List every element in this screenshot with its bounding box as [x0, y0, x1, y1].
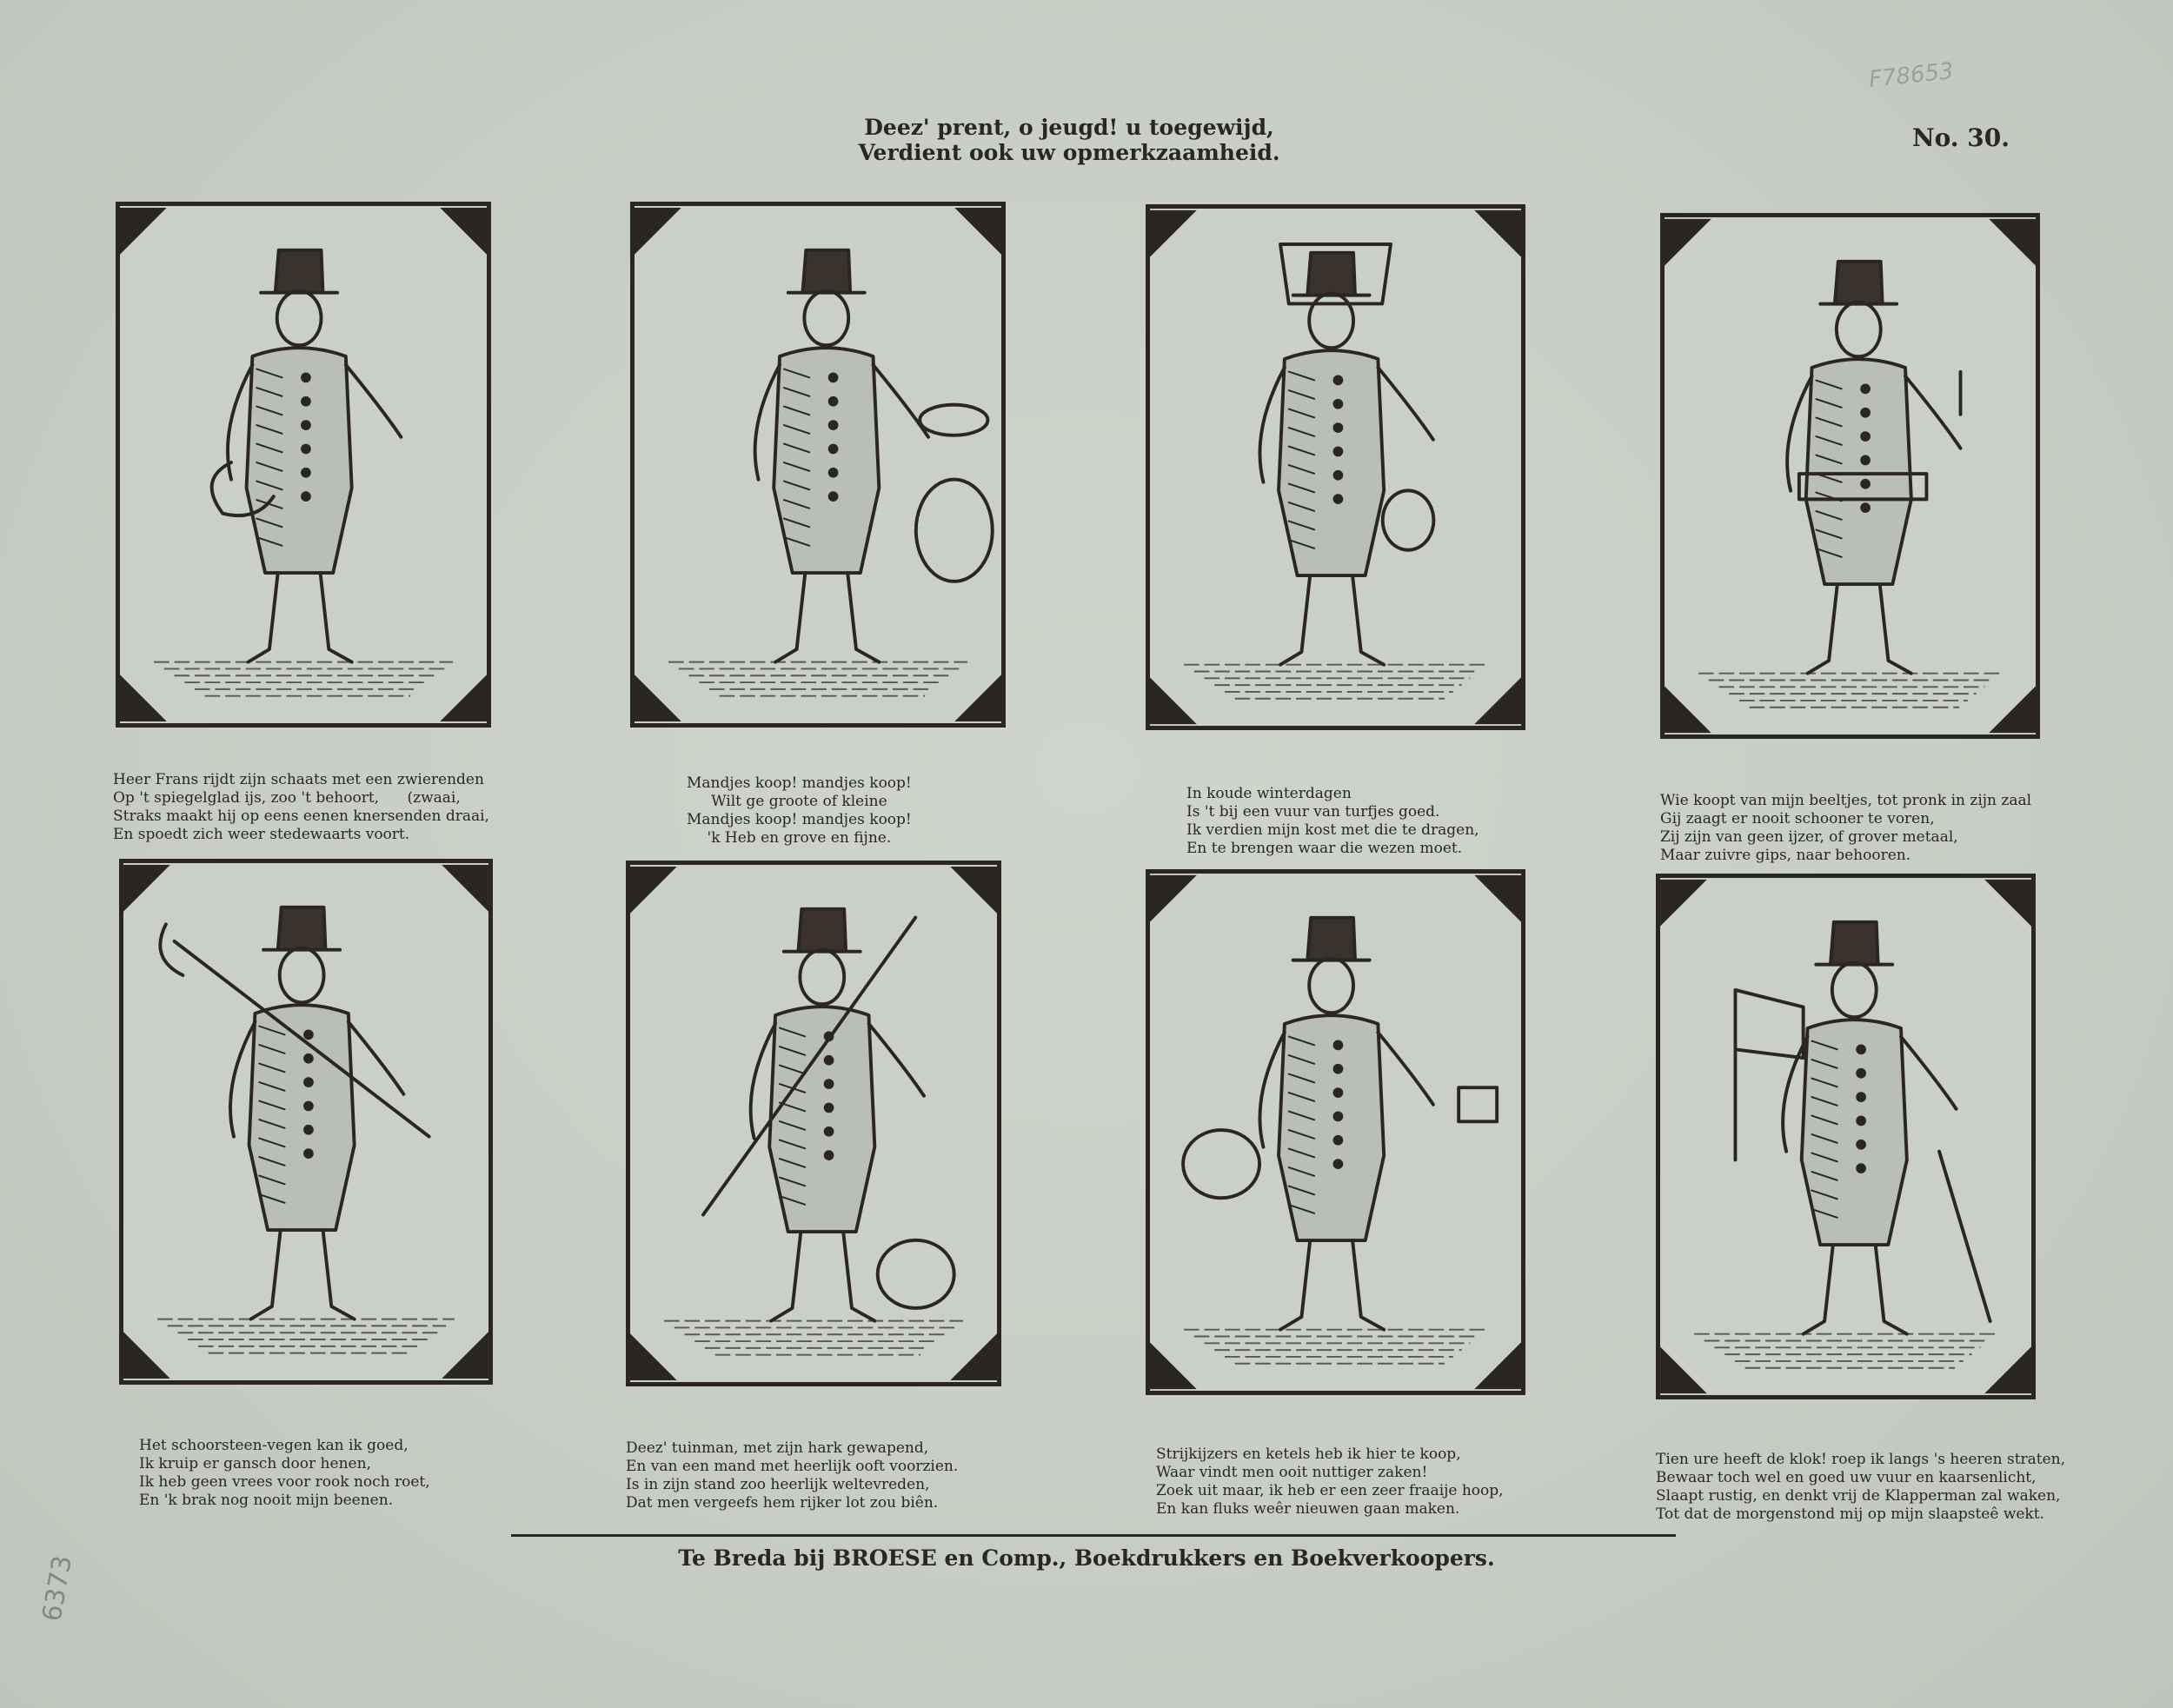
title-line-2: Verdient ook uw opmerkzaamheid.	[858, 140, 1280, 165]
caption-line: En van een mand met heerlijk ooft voorzien.	[626, 1458, 959, 1475]
trade-prop-icon	[916, 405, 993, 582]
head	[280, 948, 324, 1003]
hat-icon	[1293, 253, 1370, 296]
button-detail	[1862, 433, 1869, 440]
figure-group	[1259, 244, 1433, 665]
button-detail	[1862, 409, 1869, 416]
caption-line: Strijkijzers en ketels heb ik hier te koop,	[1156, 1445, 1461, 1463]
corner-ornament	[1989, 219, 2036, 266]
button-detail	[830, 469, 837, 476]
legs	[1280, 1240, 1384, 1330]
caption-line: Heer Frans rijdt zijn schaats met een zwierenden	[113, 771, 484, 788]
right-arm	[1905, 376, 1961, 449]
right-arm	[346, 365, 401, 437]
corner-ornament	[440, 208, 487, 255]
hat-icon	[1816, 922, 1892, 965]
head	[800, 950, 844, 1005]
caption-line: Het schoorsteen-vegen kan ik goed,	[139, 1437, 409, 1454]
right-arm	[873, 365, 927, 437]
caption-line: Slaapt rustig, en denkt vrij de Klapperman zal waken,	[1656, 1487, 2061, 1505]
caption-line: En 'k brak nog nooit mijn beenen.	[139, 1492, 394, 1509]
head	[1837, 302, 1881, 357]
caption-line: Is in zijn stand zoo heerlijk weltevreden,	[626, 1476, 930, 1493]
button-detail	[305, 1031, 312, 1038]
caption-line: En kan fluks weêr nieuwen gaan maken.	[1156, 1500, 1460, 1518]
corner-ornament	[630, 1333, 677, 1380]
caption-line: Bewaar toch wel en goed uw vuur en kaarsenlicht,	[1656, 1469, 2037, 1486]
button-detail	[830, 493, 837, 500]
chimney-sweep-woodcut	[123, 863, 488, 1380]
print-number: No. 30.	[1912, 123, 2010, 152]
caption-line: Dat men vergeefs hem rijker lot zou biên.	[626, 1494, 939, 1512]
panel-night-watchman	[1656, 874, 2036, 1399]
legs	[775, 573, 879, 662]
printer-imprint: Te Breda bij BROESE en Comp., Boekdrukkers en Boekverkoopers.	[678, 1545, 1495, 1571]
corner-ornament	[440, 675, 487, 721]
hat-icon	[1293, 918, 1370, 960]
basket-seller-woodcut	[635, 206, 1001, 723]
button-detail	[302, 374, 309, 381]
gardener-woodcut	[630, 865, 997, 1382]
button-detail	[830, 422, 837, 429]
caption-chimney-sweep	[139, 1419, 430, 1528]
figure-group	[755, 250, 993, 662]
button-detail	[830, 374, 837, 381]
button-detail	[1857, 1165, 1864, 1172]
caption-line: En spoedt zich weer stedewaarts voort.	[113, 826, 410, 843]
caption-line: Maar zuivre gips, naar behooren.	[1660, 847, 1911, 864]
button-detail	[1335, 1089, 1342, 1096]
button-detail	[305, 1079, 312, 1086]
caption-line: Ik kruip er gansch door henen,	[139, 1455, 371, 1472]
legs	[1280, 575, 1384, 665]
button-detail	[1862, 481, 1869, 488]
right-arm	[868, 1024, 923, 1096]
corner-ornament	[950, 1333, 997, 1380]
hat-icon	[1820, 262, 1897, 304]
button-detail	[830, 398, 837, 405]
caption-line: Ik heb geen vrees voor rook noch roet,	[139, 1473, 430, 1491]
peat-carrier-woodcut	[1150, 209, 1521, 726]
button-detail	[1862, 504, 1869, 511]
hat-icon	[263, 907, 340, 950]
head	[804, 291, 848, 346]
corner-ornament	[954, 675, 1001, 721]
caption-line: Zoek uit maar, ik heb er een zeer fraaije hoop,	[1156, 1482, 1504, 1499]
right-arm	[1378, 1033, 1433, 1105]
hat-icon	[261, 250, 337, 293]
hat-icon	[784, 909, 861, 952]
caption-line: Straks maakt hij op eens eenen knersenden draai,	[113, 807, 489, 825]
button-detail	[1857, 1118, 1864, 1125]
corner-ornament	[120, 208, 167, 255]
caption-line: Deez' tuinman, met zijn hark gewapend,	[626, 1439, 929, 1457]
button-detail	[1335, 1066, 1342, 1073]
panel-figurine-seller	[1660, 213, 2040, 739]
corner-ornament	[950, 867, 997, 914]
button-detail	[302, 446, 309, 453]
panel-kettle-seller	[1146, 869, 1525, 1395]
corner-ornament	[1474, 1342, 1521, 1389]
corner-ornament	[1665, 686, 1711, 733]
right-arm	[1378, 368, 1433, 440]
caption-line: In koude winterdagen	[1186, 785, 1352, 802]
button-detail	[1862, 457, 1869, 464]
button-detail	[1857, 1046, 1864, 1053]
button-detail	[826, 1105, 833, 1112]
button-detail	[1335, 376, 1342, 383]
figure-group	[1787, 262, 1960, 674]
caption-skater	[113, 753, 489, 862]
caption-line: Op 't spiegelglad ijs, zoo 't behoort, (zwaai,	[113, 789, 461, 807]
button-detail	[1335, 1160, 1342, 1167]
button-detail	[826, 1080, 833, 1087]
corner-ornament	[1474, 875, 1521, 922]
button-detail	[305, 1055, 312, 1062]
corner-ornament	[123, 1332, 170, 1379]
button-detail	[826, 1057, 833, 1064]
corner-ornament	[1150, 210, 1197, 257]
button-detail	[1335, 495, 1342, 502]
button-detail	[826, 1128, 833, 1135]
caption-line: 'k Heb en grove en fijne.	[707, 829, 892, 847]
caption-line: En te brengen waar die wezen moet.	[1186, 840, 1463, 857]
button-detail	[1857, 1093, 1864, 1100]
corner-ornament	[1150, 677, 1197, 724]
corner-ornament	[123, 865, 170, 912]
caption-kettle-seller	[1156, 1427, 1504, 1537]
night-watchman-woodcut	[1660, 878, 2031, 1395]
footer-rule	[511, 1534, 1676, 1537]
corner-ornament	[1660, 880, 1707, 927]
figure-group	[160, 907, 429, 1319]
corner-ornament	[120, 675, 167, 721]
button-detail	[305, 1126, 312, 1133]
corner-ornament	[954, 208, 1001, 255]
caption-figurine-seller	[1660, 774, 2031, 883]
button-detail	[1335, 449, 1342, 455]
figure-group	[1735, 922, 1990, 1334]
caption-line: Wilt ge groote of kleine	[711, 793, 887, 810]
head	[1832, 963, 1877, 1018]
panel-skater	[116, 202, 491, 728]
legs	[249, 573, 352, 662]
caption-line: Waar vindt men ooit nuttiger zaken!	[1156, 1464, 1428, 1481]
caption-night-watchman	[1656, 1432, 2065, 1542]
button-detail	[830, 446, 837, 453]
corner-ornament	[442, 865, 488, 912]
button-detail	[302, 493, 309, 500]
caption-peat-carrier	[1186, 767, 1479, 876]
pencil-margin-mark: 6373	[37, 1552, 79, 1625]
head	[1309, 959, 1353, 1014]
caption-line: Is 't bij een vuur van turfjes goed.	[1186, 803, 1440, 821]
caption-gardener	[626, 1421, 958, 1531]
caption-line: Wie koopt van mijn beeltjes, tot pronk in zijn zaal	[1660, 792, 2032, 809]
head	[1309, 294, 1353, 349]
corner-ornament	[1474, 677, 1521, 724]
title-line-1: Deez' prent, o jeugd! u toegewijd,	[864, 115, 1274, 140]
corner-ornament	[1984, 880, 2031, 927]
corner-ornament	[1984, 1346, 2031, 1393]
skater-woodcut	[120, 206, 487, 723]
button-detail	[1857, 1141, 1864, 1148]
right-arm	[349, 1022, 403, 1094]
figure-group	[212, 250, 402, 662]
button-detail	[1862, 385, 1869, 392]
caption-line: Mandjes koop! mandjes koop!	[687, 811, 912, 828]
button-detail	[302, 398, 309, 405]
corner-ornament	[1665, 219, 1711, 266]
figure-group	[1183, 918, 1497, 1330]
caption-line: Gij zaagt er nooit schooner te voren,	[1660, 810, 1935, 827]
caption-basket-seller	[687, 756, 912, 866]
corner-ornament	[1660, 1346, 1707, 1393]
button-detail	[1335, 1113, 1342, 1120]
pencil-inventory-mark: F78653	[1867, 57, 1955, 94]
corner-ornament	[635, 208, 681, 255]
kettle-seller-woodcut	[1150, 874, 1521, 1391]
button-detail	[305, 1150, 312, 1157]
panel-gardener	[626, 861, 1001, 1386]
legs	[771, 1232, 874, 1321]
right-arm	[1901, 1037, 1957, 1109]
legs	[251, 1230, 355, 1319]
corner-ornament	[1989, 686, 2036, 733]
hat-icon	[788, 250, 865, 293]
caption-line: Ik verdien mijn kost met die te dragen,	[1186, 821, 1479, 839]
legs	[1808, 584, 1911, 674]
corner-ornament	[1474, 210, 1521, 257]
print-title	[765, 115, 1373, 165]
head	[277, 291, 322, 346]
figure-group	[703, 909, 954, 1321]
button-detail	[302, 469, 309, 476]
button-detail	[302, 422, 309, 429]
button-detail	[305, 1103, 312, 1110]
corner-ornament	[1150, 1342, 1197, 1389]
legs	[1804, 1245, 1907, 1334]
corner-ornament	[635, 675, 681, 721]
button-detail	[1857, 1070, 1864, 1077]
caption-line: Zij zijn van geen ijzer, of grover metaal,	[1660, 828, 1958, 846]
button-detail	[1335, 424, 1342, 431]
caption-line: Mandjes koop! mandjes koop!	[687, 774, 912, 792]
button-detail	[1335, 1137, 1342, 1144]
button-detail	[1335, 472, 1342, 479]
panel-peat-carrier	[1146, 204, 1525, 730]
button-detail	[1335, 1041, 1342, 1048]
figurine-seller-woodcut	[1665, 217, 2036, 734]
corner-ornament	[630, 867, 677, 914]
caption-line: Tien ure heeft de klok! roep ik langs 's heeren straten,	[1656, 1451, 2066, 1468]
panel-chimney-sweep	[119, 859, 493, 1385]
button-detail	[1335, 401, 1342, 408]
caption-line: Tot dat de morgenstond mij op mijn slaapsteê wekt.	[1656, 1505, 2044, 1523]
panel-basket-seller	[630, 202, 1006, 728]
corner-ornament	[442, 1332, 488, 1379]
corner-ornament	[1150, 875, 1197, 922]
button-detail	[826, 1152, 833, 1159]
